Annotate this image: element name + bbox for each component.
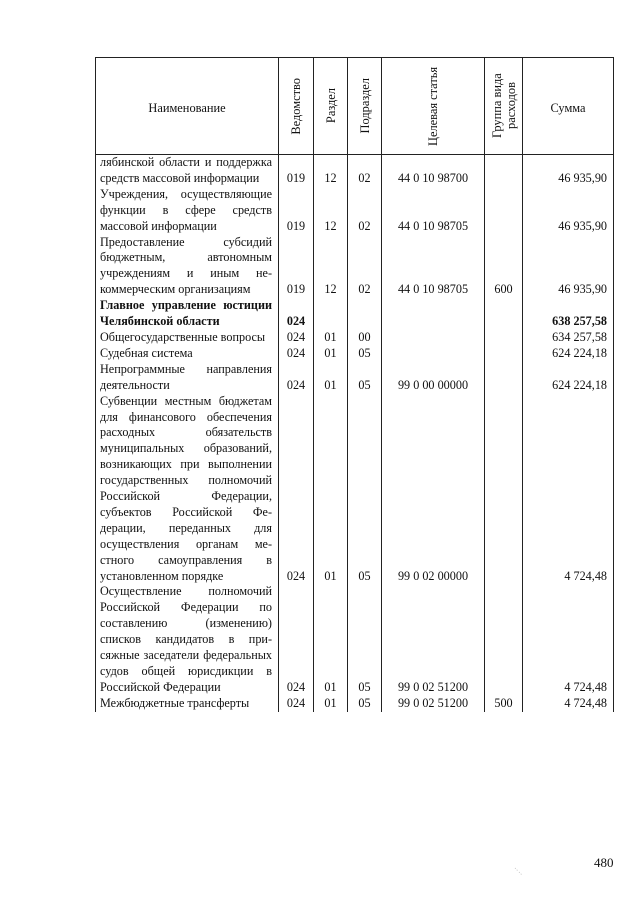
cell-gruppa: 600 (485, 235, 523, 299)
table-row (96, 298, 614, 330)
cell-razdel: 12 (314, 155, 348, 187)
cell-podrazdel: 05 (348, 394, 382, 585)
cell-summa: 46 935,90 (523, 235, 614, 299)
cell-celevaya: 99 0 00 00000 (382, 362, 485, 394)
cell-summa: 4 724,48 (523, 584, 614, 695)
page-number: 480 (594, 855, 614, 870)
cell-celevaya: 99 0 02 51200 (382, 696, 485, 712)
header-celevaya: Целевая статья (382, 58, 485, 155)
table-row (96, 346, 614, 362)
cell-podrazdel: 05 (348, 696, 382, 712)
cell-celevaya (382, 346, 485, 362)
header-ved: Ведомство (279, 58, 314, 155)
cell-razdel: 01 (314, 696, 348, 712)
cell-gruppa (485, 584, 523, 695)
cell-summa: 634 257,58 (523, 330, 614, 346)
table-row (96, 394, 614, 585)
header-razdel: Раздел (314, 58, 348, 155)
cell-ved: 024 (279, 346, 314, 362)
cell-gruppa (485, 362, 523, 394)
cell-name: Общегосударственные вопросы (96, 330, 279, 346)
cell-podrazdel: 00 (348, 330, 382, 346)
cell-summa: 46 935,90 (523, 155, 614, 187)
cell-celevaya: 44 0 10 98700 (382, 155, 485, 187)
scan-speck-icon (514, 866, 524, 876)
cell-summa: 4 724,48 (523, 696, 614, 712)
cell-razdel: 12 (314, 235, 348, 299)
cell-celevaya (382, 298, 485, 330)
cell-summa: 46 935,90 (523, 187, 614, 235)
cell-ved: 024 (279, 584, 314, 695)
budget-table (95, 57, 614, 712)
cell-razdel: 01 (314, 584, 348, 695)
header-podrazdel: Подраздел (348, 58, 382, 155)
cell-celevaya: 99 0 02 51200 (382, 584, 485, 695)
cell-name: Судебная система (96, 346, 279, 362)
cell-ved: 024 (279, 330, 314, 346)
cell-gruppa (485, 298, 523, 330)
cell-razdel: 01 (314, 394, 348, 585)
cell-ved: 024 (279, 696, 314, 712)
cell-celevaya: 99 0 02 00000 (382, 394, 485, 585)
cell-summa: 4 724,48 (523, 394, 614, 585)
cell-ved: 024 (279, 394, 314, 585)
cell-podrazdel: 02 (348, 235, 382, 299)
cell-gruppa (485, 155, 523, 187)
cell-summa: 638 257,58 (523, 298, 614, 330)
cell-name: Осуществление полномочий Российской Федерации по составлению (изменению) списков кандидатов в присяжные заседатели федеральных судов общей юрисдикции в Российской Федерации (96, 584, 279, 695)
cell-razdel: 12 (314, 187, 348, 235)
cell-ved: 019 (279, 235, 314, 299)
cell-name: Субвенции местным бюджетам для финансового обеспечения расходных обязательств муниципальных образований, возникающих при выполнении государственных полномочий Российской Федерации, субъектов Российской Федерации, переданных для осуществления органам местного самоуправления в установленном порядке (96, 394, 279, 585)
cell-celevaya (382, 330, 485, 346)
table-row (96, 584, 614, 695)
cell-gruppa (485, 187, 523, 235)
cell-podrazdel: 05 (348, 362, 382, 394)
cell-name: Межбюджетные трансферты (96, 696, 279, 712)
cell-summa: 624 224,18 (523, 346, 614, 362)
cell-gruppa: 500 (485, 696, 523, 712)
table-row (96, 330, 614, 346)
cell-podrazdel: 02 (348, 187, 382, 235)
cell-ved: 024 (279, 298, 314, 330)
cell-ved: 019 (279, 187, 314, 235)
table-header (96, 58, 614, 155)
cell-gruppa (485, 330, 523, 346)
cell-name: лябинской области и поддержка средств массовой информации (96, 155, 279, 187)
cell-ved: 019 (279, 155, 314, 187)
cell-gruppa (485, 346, 523, 362)
cell-razdel: 01 (314, 362, 348, 394)
header-gruppa: Группа вида расходов (485, 58, 523, 155)
header-name: Наименование (96, 58, 279, 155)
table-row (96, 187, 614, 235)
cell-gruppa (485, 394, 523, 585)
cell-name: Непрограммные направления деятельности (96, 362, 279, 394)
cell-podrazdel (348, 298, 382, 330)
table-row (96, 235, 614, 299)
cell-celevaya: 44 0 10 98705 (382, 235, 485, 299)
cell-celevaya: 44 0 10 98705 (382, 187, 485, 235)
cell-razdel (314, 298, 348, 330)
cell-razdel: 01 (314, 330, 348, 346)
header-summa: Сумма (523, 58, 614, 155)
cell-ved: 024 (279, 362, 314, 394)
cell-razdel: 01 (314, 346, 348, 362)
table-row (96, 362, 614, 394)
cell-podrazdel: 05 (348, 346, 382, 362)
cell-name: Предоставление субсидий бюджетным, автономным учреждениям и иным некоммерческим организациям (96, 235, 279, 299)
cell-podrazdel: 02 (348, 155, 382, 187)
cell-name: Главное управление юстиции Челябинской области (96, 298, 279, 330)
cell-podrazdel: 05 (348, 584, 382, 695)
cell-name: Учреждения, осуществляющие функции в сфере средств массовой информации (96, 187, 279, 235)
cell-summa: 624 224,18 (523, 362, 614, 394)
table-row (96, 155, 614, 187)
table-row (96, 696, 614, 712)
table-body (96, 155, 614, 712)
